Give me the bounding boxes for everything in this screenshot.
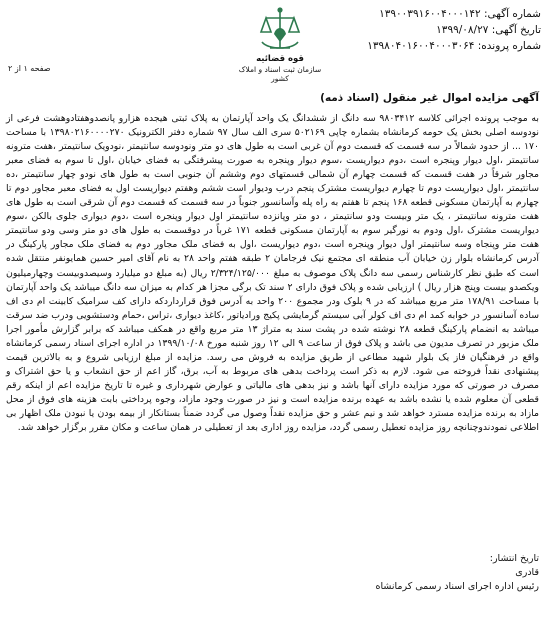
judiciary-logo bbox=[232, 4, 328, 86]
ad-number: شماره آگهی: ۱۳۹۰۰۳۹۱۶۰۰۴۰۰۰۱۴۲ bbox=[379, 8, 541, 20]
page-title: آگهی مزایده اموال غیر منقول (اسناد ذمه) bbox=[320, 92, 539, 104]
page-number: صفحه ۱ از ۲ bbox=[8, 64, 51, 73]
signatory-position: رئیس اداره اجرای اسناد رسمی کرمانشاه bbox=[375, 581, 539, 592]
judiciary-emblem-icon bbox=[254, 4, 306, 54]
ad-date: تاریخ آگهی: ۱۳۹۹/۰۸/۲۷ bbox=[436, 24, 541, 36]
case-number: شماره پرونده: ۱۳۹۸۰۴۰۱۶۰۰۴۰۰۰۳۰۶۴ bbox=[367, 40, 541, 52]
signature-block bbox=[376, 552, 540, 594]
logo-line2: سازمان ثبت اسناد و املاک کشور bbox=[238, 65, 322, 83]
publication-date-label: تاریخ انتشار: bbox=[489, 553, 539, 564]
logo-line1: قوه قضائیه bbox=[256, 54, 304, 64]
ad-meta bbox=[367, 6, 541, 54]
signatory-name: قادری bbox=[515, 567, 539, 578]
body-text: به موجب پرونده اجرائی کلاسه ۹۸۰۳۴۱۲ سه دانگ از ششدانگ یک واحد آپارتمان به پلاک ثبتی هیجده هزارو پانصدوهفتادوهشت فرعی از نودوسه اصلی بخش یک حومه کرمانشاه بشماره چاپی ۵۰۲۱۶۹ سری الف سال ۹۷ شماره دفتر الکترونیک ۱۳۹۸۰۲۱۶۰۰۰۰۲۷۰ با مساحت ۱۷۰ ... از حدود شمالاً در سه قسمت که قسمت دوم آن غربی است به طول های دو متر ونودوسه سانتیمتر ،نودویک سانتیمتر ،هفت مترونه سانتیمتر ،اول دیوار وپنجره است ،دوم دیواریست ،سوم دیوار وپنجره به صورت پیشرفتگی به فضای خیابان ،اول تا سوم به فضای معبر مجاور شرقاً در هفت قسمت که قسمت چهارم آن شمالی قسمتهای دوم وششم آن جنوبی است به طول های نودو چهار سانتیمتر ،ده سانتیمتر ،اول دیواریست دوم تا چهارم دیواریست مشترک پنجم درب ودیوار است ششم وهفتم دیواریست اول به فضای معبر مجاور دوم تا چهارم به آپارتمان مسکونی قطعه ۱۶۸ پنجم تا هفتم به راه پله وآسانسور جنوباً در سه قسمت که قسمت دوم آن شرقی است به طول های هفت مترونه سانتیمتر ، یک متر وبیست ودو سانتیمتر ، دو متر وپانزده سانتیمتر اول دیوار وپنجره است ،دوم دیواری جلوی بالکن ،سوم دیواریست مشترک ،اول ودوم به نورگیر سوم به آپارتمان مسکونی قطعه ۱۷۱ غرباً در دوقسمت به طول های دو متر وسی ودو سانتیمتر هفت متر وپنجاه وسه سانتیمتر اول دیوار وپنجره است ،دوم دیواریست ،اول به فضای ملک مجاور دوم به فضای ملک مجاور پارکینگ در آدرس کرمانشاه بلوار زن خیابان آب منطقه ای مجتمع نیک فرجامان ۲ طبقه هفتم واحد ۲۸ به نام آقای امیر حسین همایونفر منتقل شده است که طبق نظر کارشناس رسمی سه دانگ پلاک موصوف به مبلغ ۲/۳۲۴/۱۲۵/۰۰۰ ریال (به مبلغ دو میلیارد وسیصدوبیست وچهارمیلیون ویکصدو بیست وپنج هزار ریال ) ارزیابی شده و پلاک فوق دارای ۲ سند تک برگی مجزا هر کدام به میزان سه دانگ میباشد یک واحد آپارتمان با مساحت ۱۷۸/۹۱ متر مربع میباشد که در ۹ بلوک ودر مجموع ۲۰۰ واحد به آدرس فوق قرارداردکه دارای کف سرامیک کابینت ام دی اف ساده آسانسور در خوابه کمد ام دی اف کولر آبی سیستم گرمایشی پکیج ورادیاتور ،کاغذ دیواری ،تراس ،حمام ودستشویی ودرب ضد سرقت میباشد به انضمام پارکینگ قطعه ۲۸ نوشته شده در پشت سند به متراژ ۱۳ متر مربع واقع در همکف میباشد که برابر گزارش مأمور اجرا ملک مزبور در تصرف مدیون می باشد و پلاک فوق از ساعت ۹ الی ۱۲ روز شنبه مورخ ۱۳۹۹/۱۰/۰۸ در اداره اجرای اسناد رسمی کرمانشاه واقع در فرهنگیان فاز یک بلوار شهید مطاعی از طریق مزایده به فروش می رسد. مزایده از مبلغ ارزیابی شروع و به بالاترین قیمت پیشنهادی نقداً فروخته می شود. لازم به ذکر است پرداخت بدهی های مربوط به آب، برق، گاز اعم از حق انشعاب و یا حق اشتراک و مصرف در صورتی که مورد مزایده دارای آنها باشد و نیز بدهی های مالیاتی و عوارض شهرداری و غیره تا تاریخ مزایده اعم از اینکه رقم قطعی آن معلوم شده یا نشده باشد به عهده برنده مزایده است و نیز در صورت وجود مازاد، وجوه پرداختی بابت هزینه های فوق از محل مازاد به برنده مزایده مسترد خواهد شد و نیم عشر و حق مزایده نقداً وصول می گردد ضمناً بستانکار از بیمه بودن یا نبودن ملک اظهار بی اطلاعی نمودندوچنانچه روز مزایده تعطیل رسمی گردد، مزایده روز اداری بعد از تعطیلی در همان ساعت و مکان مقرر برگزار خواهد شد. bbox=[6, 113, 540, 434]
